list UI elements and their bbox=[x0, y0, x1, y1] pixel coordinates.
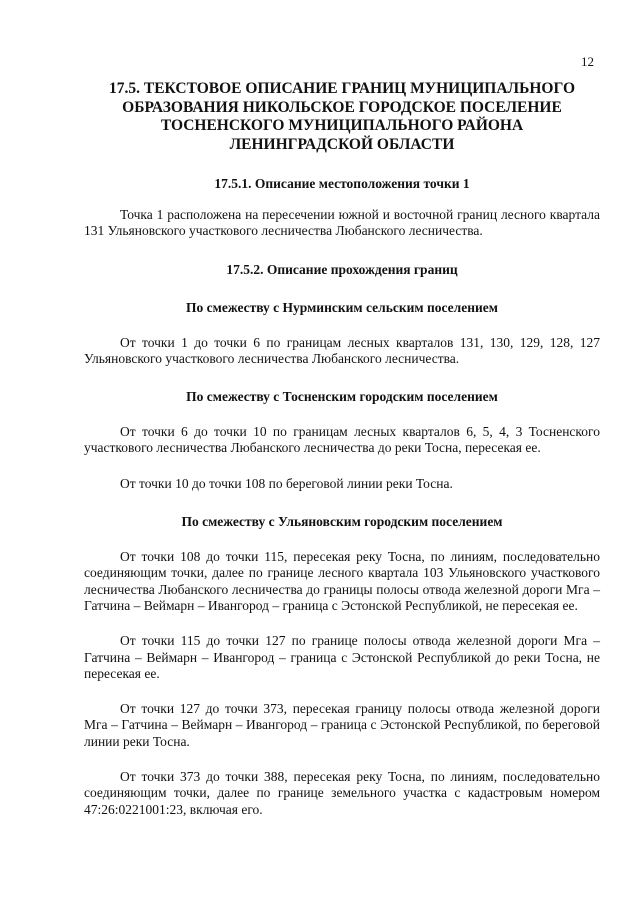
paragraph: От точки 373 до точки 388, пересекая реку Тосна, по линиям, последовательно соединяющим точки, далее по границе земельного участка с кадастровым номером 47:26:0221001:23, включая его. bbox=[84, 769, 600, 817]
paragraph-point-location: Точка 1 расположена на пересечении южной и восточной границ лесного квартала 131 Ульяновского участкового лесничества Любанского лесничества. bbox=[84, 207, 600, 239]
paragraph: От точки 108 до точки 115, пересекая реку Тосна, по линиям, последовательно соединяющим точки, далее по границе лесного квартала 103 Ульяновского участкового лесничества Любанского лесничества до границы полосы отвода железной дороги Мга – Гатчина – Веймарн – Ивангород – граница с Эстонской Республикой, не пересекая ее. bbox=[84, 549, 600, 613]
title-line: ТОСНЕНСКОГО МУНИЦИПАЛЬНОГО РАЙОНА bbox=[160, 117, 524, 134]
paragraph: От точки 127 до точки 373, пересекая границу полосы отвода железной дороги Мга – Гатчина – Веймарн – Ивангород – граница с Эстонской Республикой, по береговой линии реки Тосна. bbox=[84, 701, 600, 749]
subsection-heading-tosno: По смежеству с Тосненским городским поселением bbox=[186, 389, 498, 405]
title-line: ОБРАЗОВАНИЯ НИКОЛЬСКОЕ ГОРОДСКОЕ ПОСЕЛЕНИЕ bbox=[122, 98, 562, 116]
subsection-heading-nurma: По смежеству с Нурминским сельским поселением bbox=[186, 299, 498, 315]
subsection-heading-ulyanovka: По смежеству с Ульяновским городским поселением bbox=[181, 514, 503, 530]
page-number: 12 bbox=[581, 54, 594, 69]
section-heading-point-location: 17.5.1. Описание местоположения точки 1 bbox=[214, 176, 470, 191]
title-line: ЛЕНИНГРАДСКОЙ ОБЛАСТИ bbox=[229, 135, 455, 153]
title-line: 17.5. ТЕКСТОВОЕ ОПИСАНИЕ ГРАНИЦ МУНИЦИПАЛЬНОГО bbox=[108, 80, 575, 97]
paragraph: От точки 1 до точки 6 по границам лесных кварталов 131, 130, 129, 128, 127 Ульяновского участкового лесничества Любанского лесничества. bbox=[84, 334, 600, 366]
paragraph: От точки 115 до точки 127 по границе полосы отвода железной дороги Мга – Гатчина – Веймарн – Ивангород – граница с Эстонской Республикой до реки Тосна, не пересекая ее. bbox=[84, 633, 600, 681]
paragraph: От точки 10 до точки 108 по береговой линии реки Тосна. bbox=[120, 475, 453, 491]
section-heading-boundaries: 17.5.2. Описание прохождения границ bbox=[226, 261, 458, 277]
page-body bbox=[84, 80, 600, 818]
paragraph: От точки 6 до точки 10 по границам лесных кварталов 6, 5, 4, 3 Тосненского участкового лесничества Любанского лесничества до реки Тосна, пересекая ее. bbox=[84, 424, 600, 456]
document-title bbox=[84, 80, 600, 154]
